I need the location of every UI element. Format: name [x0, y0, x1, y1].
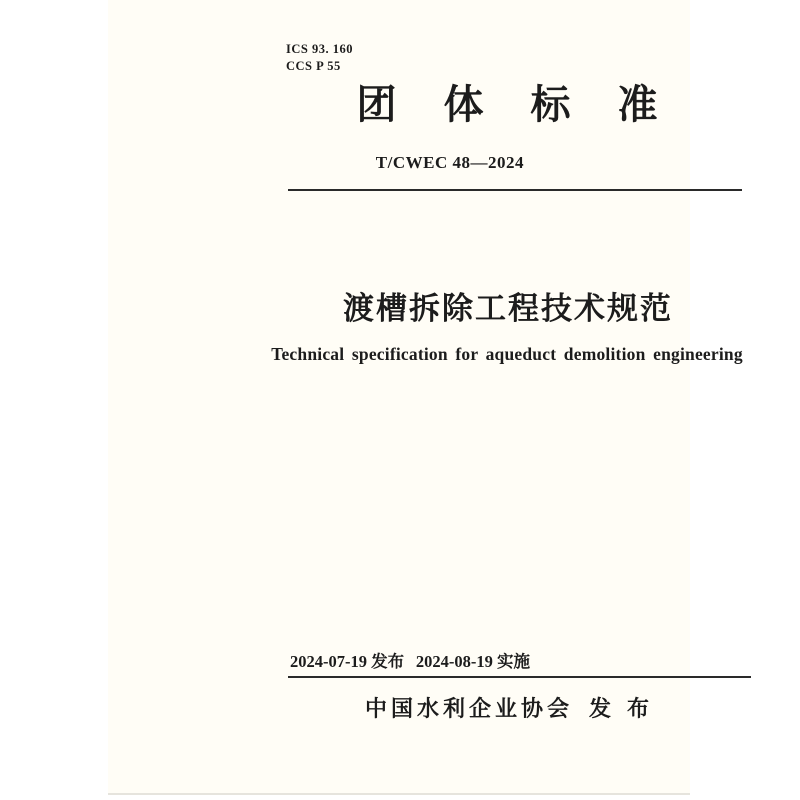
implement-date: 2024-08-19 实施 — [415, 652, 530, 671]
document-title-zh: 渡槽拆除工程技术规范 — [343, 291, 673, 326]
cover-page — [108, 0, 743, 795]
footer-rule — [288, 676, 751, 678]
header-rule — [288, 189, 742, 191]
publisher-name: 中国水利企业协会 — [364, 696, 573, 721]
ccs-code: CCS P 55 — [286, 59, 341, 73]
ics-code: ICS 93. 160 — [286, 42, 353, 56]
document-title-en: Technical specification for aqueduct demolition engineering — [271, 344, 743, 364]
classification-codes — [286, 41, 353, 75]
publisher-row — [216, 696, 798, 722]
issue-date: 2024-07-19 发布 — [290, 652, 405, 671]
standard-code: T/CWEC 48—2024 — [375, 153, 524, 172]
publish-label: 发布 — [589, 696, 666, 721]
standard-type-heading: 团体标准 — [356, 83, 705, 127]
